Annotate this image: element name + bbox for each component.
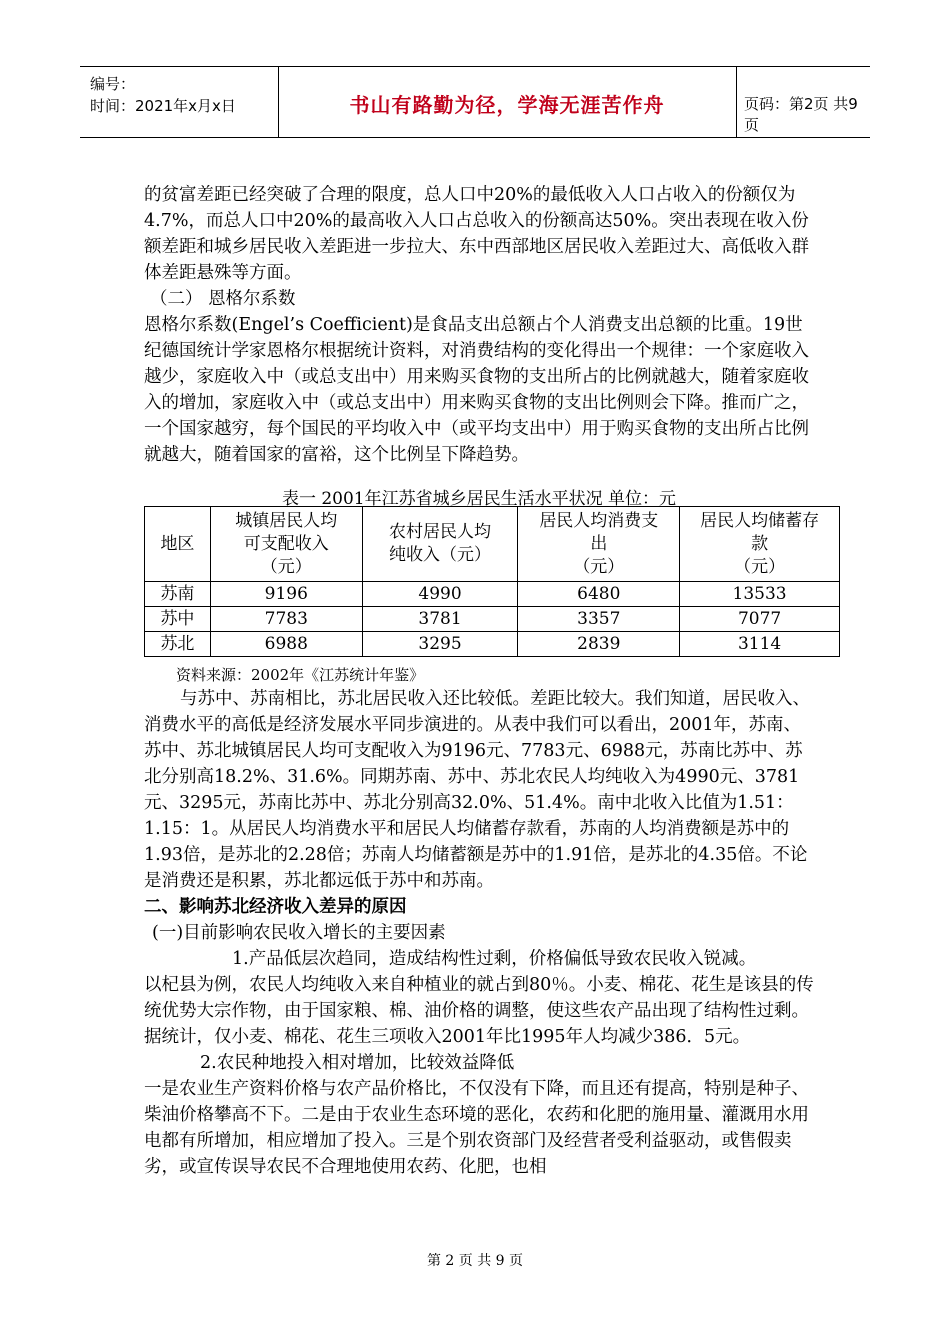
paragraph-engel: 恩格尔系数(Engel’s Coefficient)是食品支出总额占个人消费支出总额的比重。19世纪德国统计学家恩格尔根据统计资料，对消费结构的变化得出一个规律：一个家庭收入越少，家庭收入中（或总支出中）用来购买食物的支出所占的比例就越大，随着家庭收入的增加，家庭收入中（或总支出中）用来购买食物的支出比例则会下降。推而广之，一个国家越穷，每个国民的平均收入中（或平均支出中）用于购买食物的支出所占比例就越大，随着国家的富裕，这个比例呈下降趋势。: [144, 315, 809, 465]
table-header-cell: 城镇居民人均 可支配收入 （元）: [210, 507, 362, 582]
table-header-cell: 居民人均储蓄存 款 （元）: [680, 507, 840, 582]
heading-engel: （二） 恩格尔系数: [150, 289, 296, 309]
lower-text: [144, 686, 814, 1180]
page-header: [80, 66, 870, 138]
paragraph-regional-comparison: 与苏中、苏南相比，苏北居民收入还比较低。差距比较大。我们知道，居民收入、消费水平的高低是经济发展水平同步演进的。从表中我们可以看出，2001年，苏南、苏中、苏北城镇居民人均可支配收入为9196元、7783元、6988元，苏南比苏中、苏北分别高18.2%、31.6%。同期苏南、苏中、苏北农民人均纯收入为4990元、3781元、3295元，苏南比苏中、苏北分别高32.0%、51.4%。南中北收入比值为1.51：1.15：1。从居民人均消费水平和居民人均储蓄存款看，苏南的人均消费额是苏中的1.93倍，是苏北的2.28倍；苏南人均储蓄额是苏中的1.91倍，是苏北的4.35倍。不论是消费还是积累，苏北都远低于苏中和苏南。: [144, 689, 810, 891]
table-row: [145, 632, 840, 657]
table-row: [145, 607, 840, 632]
header-meta: [80, 67, 279, 137]
table-header-cell: 地区: [145, 507, 211, 582]
header-page-label: 页码：第2页 共9页: [744, 95, 858, 134]
table-header-cell: 农村居民人均 纯收入（元）: [362, 507, 518, 582]
table-cell: 2839: [518, 632, 680, 657]
table-cell: 6480: [518, 582, 680, 607]
table-source: 资料来源：2002年《江苏统计年鉴》: [176, 666, 425, 684]
table-cell: 4990: [362, 582, 518, 607]
table-cell: 苏南: [145, 582, 211, 607]
item2-title: 2.农民种地投入相对增加，比较效益降低: [200, 1053, 515, 1073]
table-cell: 3295: [362, 632, 518, 657]
table-header-cell: 居民人均消费支 出 （元）: [518, 507, 680, 582]
page-footer: 第 2 页 共 9 页: [426, 1253, 524, 1269]
upper-text: [144, 182, 814, 468]
doc-number-label: 编号：: [90, 75, 136, 93]
paragraph-inputs: 一是农业生产资料价格与农产品价格比，不仅没有下降，而且还有提高，特别是种子、柴油价格攀高不下。二是由于农业生态环境的恶化，农药和化肥的施用量、灌溉用水用电都有所增加，相应增加了投入。三是个别农资部门及经营者受利益驱动，或售假卖劣，或宣传误导农民不合理地使用农药、化肥，也相: [144, 1079, 809, 1177]
table-cell: 苏中: [145, 607, 211, 632]
table-row: [145, 582, 840, 607]
table-cell: 3114: [680, 632, 840, 657]
table-cell: 7077: [680, 607, 840, 632]
table-cell: 9196: [210, 582, 362, 607]
table-title: 表一 2001年江苏省城乡居民生活水平状况 单位：元: [281, 489, 677, 509]
header-motto: 书山有路勤为径，学海无涯苦作舟: [349, 93, 665, 117]
subheading-factors: (一)目前影响农民收入增长的主要因素: [152, 923, 446, 943]
table-cell: 3357: [518, 607, 680, 632]
section-heading-causes: 二、影响苏北经济收入差异的原因: [144, 897, 407, 917]
paragraph-income-gap: 的贫富差距已经突破了合理的限度，总人口中20%的最低收入人口占收入的份额仅为4.7%，而总人口中20%的最高收入人口占总收入的份额高达50%。突出表现在收入份额差距和城乡居民收入差距进一步拉大、东中西部地区居民收入差距过大、高低收入群体差距悬殊等方面。: [144, 185, 809, 283]
table-cell: 13533: [680, 582, 840, 607]
table-cell: 7783: [210, 607, 362, 632]
table-cell: 6988: [210, 632, 362, 657]
header-page-cell: [736, 67, 870, 137]
table-header-row: [145, 507, 840, 582]
paragraph-qixian: 以杞县为例，农民人均纯收入来自种植业的就占到80％。小麦、棉花、花生是该县的传统优势大宗作物，由于国家粮、棉、油价格的调整，使这些农产品出现了结构性过剩。据统计，仅小麦、棉花、花生三项收入2001年比1995年人均减少386．5元。: [144, 975, 814, 1047]
item1-title: 1.产品低层次趋同，造成结构性过剩，价格偏低导致农民收入锐减。: [232, 949, 757, 969]
table-cell: 3781: [362, 607, 518, 632]
doc-time-label: 时间：2021年x月x日: [90, 97, 236, 115]
table-cell: 苏北: [145, 632, 211, 657]
header-motto-cell: [278, 67, 737, 137]
living-standard-table: [144, 506, 840, 657]
